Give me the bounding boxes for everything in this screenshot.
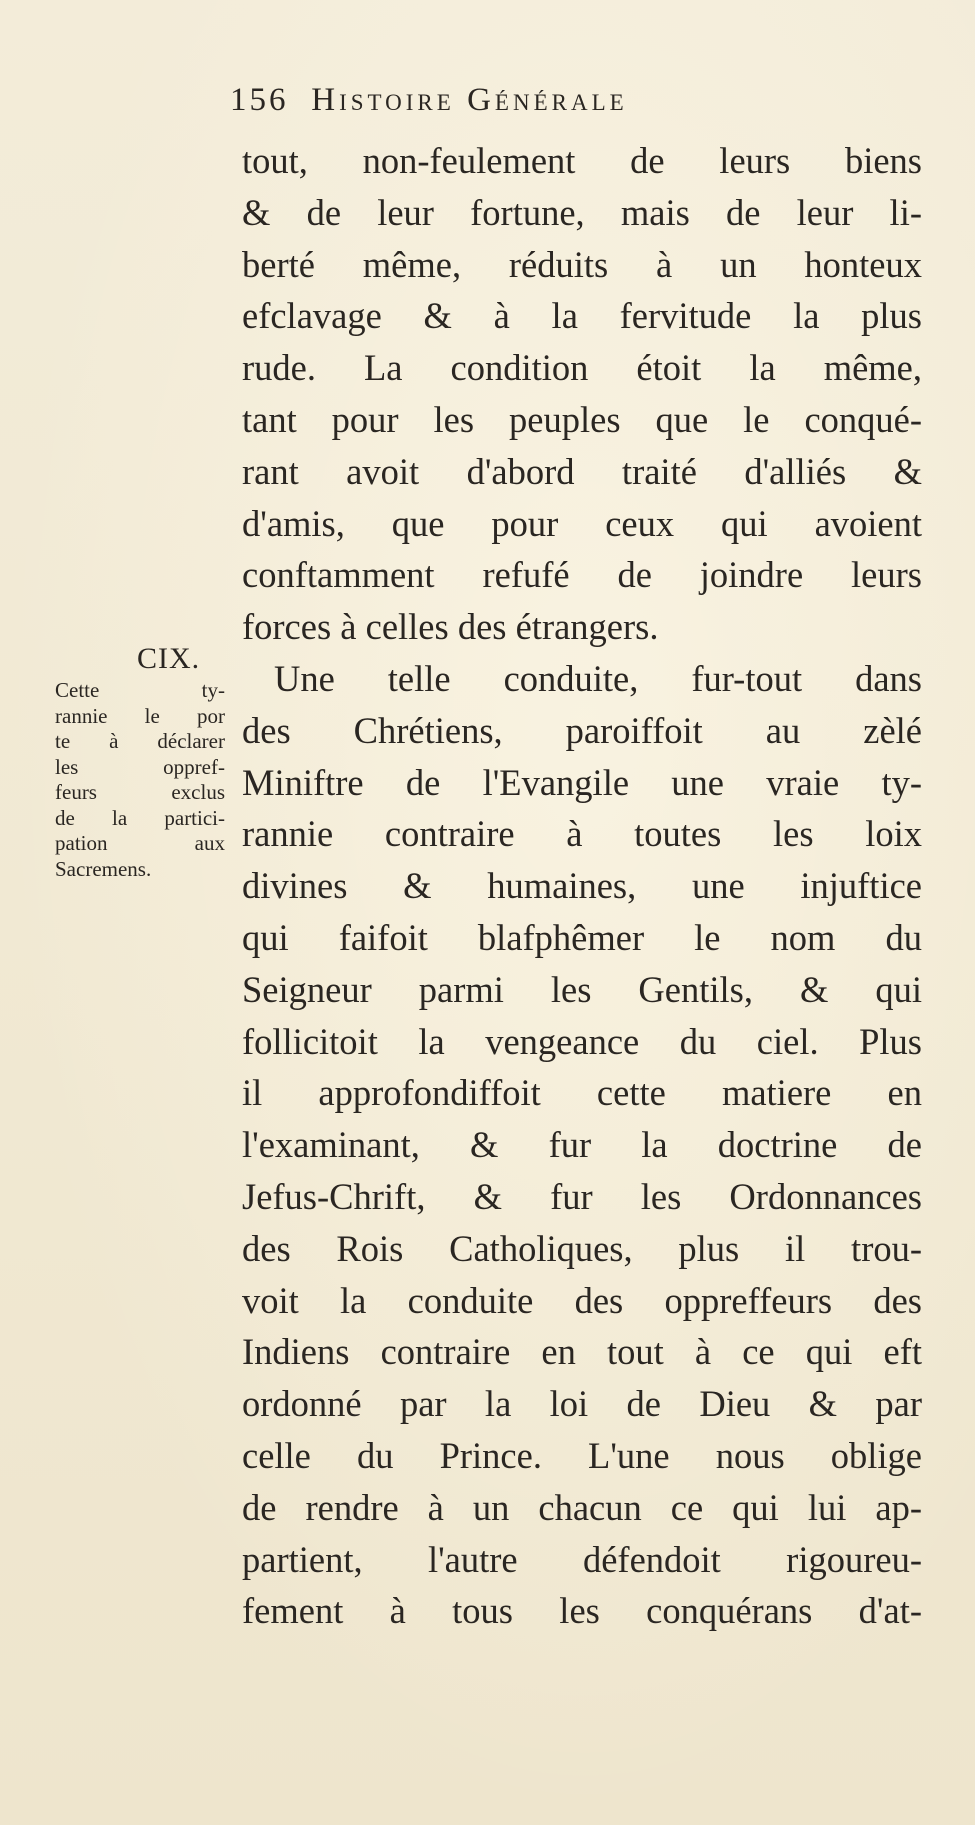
text-line: tout, non-feulement de leurs biens (242, 140, 922, 181)
margin-note-line: Sacremens. (55, 856, 152, 881)
body-text (242, 135, 922, 1637)
text-line: partient, l'autre défendoit rigoureu- (242, 1538, 922, 1580)
text-line: Miniftre de l'Evangile une vraie ty- (242, 761, 922, 803)
text-line: divines & humaines, une injuftice (242, 865, 922, 907)
page-number: 156 (230, 82, 289, 118)
text-line: Indiens contraire en tout à ce qui eft (242, 1331, 922, 1373)
margin-note-line: feurs exclus (55, 780, 225, 804)
text-line: rannie contraire à toutes les loix (242, 813, 922, 855)
text-line: conftamment refufé de joindre leurs (242, 554, 922, 596)
text-line: il approfondiffoit cette matiere en (242, 1072, 922, 1114)
text-line: forces à celles des étrangers. (242, 606, 659, 648)
margin-note-line: de la partici- (55, 805, 225, 830)
text-line: berté même, réduits à un honteux (242, 243, 922, 285)
text-line: Jefus-Chrift, & fur les Ordonnances (242, 1175, 922, 1217)
text-line: rude. La condition étoit la même, (242, 347, 922, 389)
text-line: qui faifoit blafphêmer le nom du (242, 916, 922, 958)
text-line: follicitoit la vengeance du ciel. Plus (242, 1020, 922, 1062)
text-line: de rendre à un chacun ce qui lui ap- (242, 1486, 922, 1528)
margin-note-line: les oppref- (55, 754, 225, 779)
section-number: CIX. (137, 642, 201, 675)
margin-note (55, 640, 225, 882)
text-line: & de leur fortune, mais de leur li- (242, 191, 922, 233)
text-line: ordonné par la loi de Dieu & par (242, 1383, 922, 1425)
text-line: tant pour les peuples que le conqué- (242, 398, 922, 440)
text-line: celle du Prince. L'une nous oblige (242, 1434, 922, 1476)
text-line: voit la conduite des oppreffeurs des (242, 1279, 922, 1321)
text-line: d'amis, que pour ceux qui avoient (242, 502, 922, 544)
text-line: des Chrétiens, paroiffoit au zèlé (242, 709, 922, 751)
text-line: efclavage & à la fervitude la plus (242, 295, 922, 337)
text-line: l'examinant, & fur la doctrine de (242, 1124, 922, 1166)
text-line: Une telle conduite, fur-tout dans (274, 657, 922, 699)
margin-note-line: Cette ty- (55, 678, 225, 702)
text-line: fement à tous les conquérans d'at- (242, 1590, 922, 1632)
margin-note-line: rannie le por (55, 703, 225, 728)
margin-note-line: te à déclarer (55, 729, 225, 753)
running-title: Histoire Générale (311, 82, 628, 118)
running-header (230, 82, 890, 122)
text-line: des Rois Catholiques, plus il trou- (242, 1227, 922, 1269)
text-line: rant avoit d'abord traité d'alliés & (242, 450, 922, 492)
margin-note-line: pation aux (55, 831, 225, 855)
text-line: Seigneur parmi les Gentils, & qui (242, 968, 922, 1010)
